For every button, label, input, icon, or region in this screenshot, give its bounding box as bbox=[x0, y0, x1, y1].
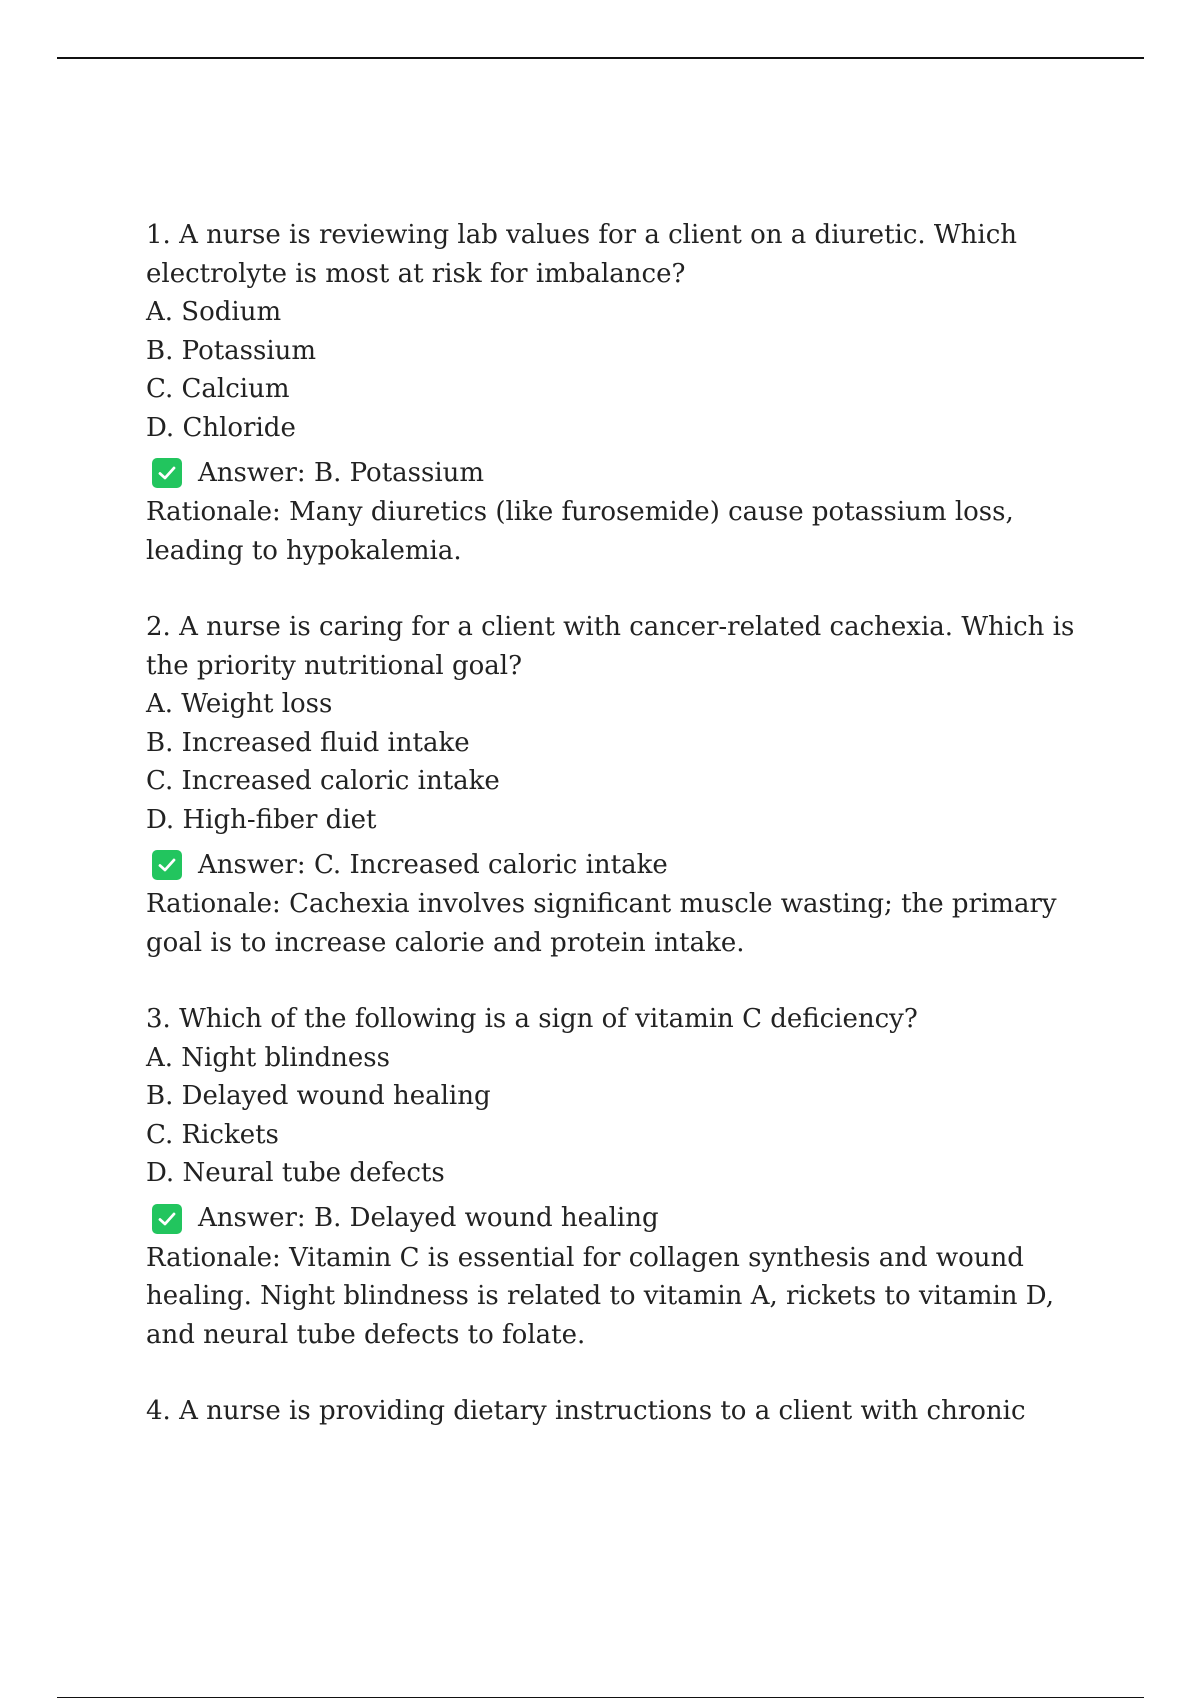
answer-line bbox=[146, 1199, 1086, 1239]
answer-text: Answer: B. Potassium bbox=[198, 457, 485, 488]
footer-rule bbox=[57, 1697, 1144, 1698]
check-mark-icon bbox=[152, 850, 182, 880]
question-stem: 3. Which of the following is a sign of vitamin C deficiency? bbox=[146, 1004, 918, 1034]
question-stem: 4. A nurse is providing dietary instructions to a client with chronic bbox=[146, 1396, 1026, 1426]
rationale: Rationale: Vitamin C is essential for collagen synthesis and wound healing. Night blindness is related to vitamin A, rickets to vitamin D, and neural tube defects to folate. bbox=[146, 1242, 1054, 1350]
option-b: B. Increased fluid intake bbox=[146, 727, 470, 758]
answer-text: Answer: C. Increased caloric intake bbox=[198, 849, 668, 880]
check-mark-icon bbox=[152, 458, 182, 488]
option-d: D. Chloride bbox=[146, 412, 296, 443]
rationale: Rationale: Cachexia involves significant muscle wasting; the primary goal is to increase calorie and protein intake. bbox=[146, 889, 1057, 958]
option-a: A. Night blindness bbox=[146, 1042, 390, 1073]
answer-text: Answer: B. Delayed wound healing bbox=[198, 1203, 659, 1234]
question-2 bbox=[146, 608, 1086, 962]
question-3 bbox=[146, 1000, 1086, 1354]
option-c: C. Rickets bbox=[146, 1119, 279, 1150]
check-mark-icon bbox=[152, 1204, 182, 1234]
option-b: B. Delayed wound healing bbox=[146, 1081, 491, 1111]
option-b: B. Potassium bbox=[146, 335, 317, 366]
option-a: A. Sodium bbox=[146, 297, 282, 327]
header-rule bbox=[57, 57, 1144, 59]
answer-line bbox=[146, 453, 1086, 493]
option-c: C. Increased caloric intake bbox=[146, 766, 500, 796]
question-1 bbox=[146, 216, 1086, 570]
option-d: D. High-fiber diet bbox=[146, 804, 377, 835]
question-stem: 2. A nurse is caring for a client with cancer-related cachexia. Which is the priority nutritional goal? bbox=[146, 612, 1075, 681]
option-d: D. Neural tube defects bbox=[146, 1158, 445, 1188]
option-a: A. Weight loss bbox=[146, 689, 333, 719]
document-body bbox=[146, 216, 1086, 1469]
question-4 bbox=[146, 1392, 1086, 1431]
rationale: Rationale: Many diuretics (like furosemide) cause potassium loss, leading to hypokalemia. bbox=[146, 497, 1014, 566]
option-c: C. Calcium bbox=[146, 374, 290, 404]
question-stem: 1. A nurse is reviewing lab values for a client on a diuretic. Which electrolyte is most at risk for imbalance? bbox=[146, 220, 1018, 289]
answer-line bbox=[146, 845, 1086, 885]
